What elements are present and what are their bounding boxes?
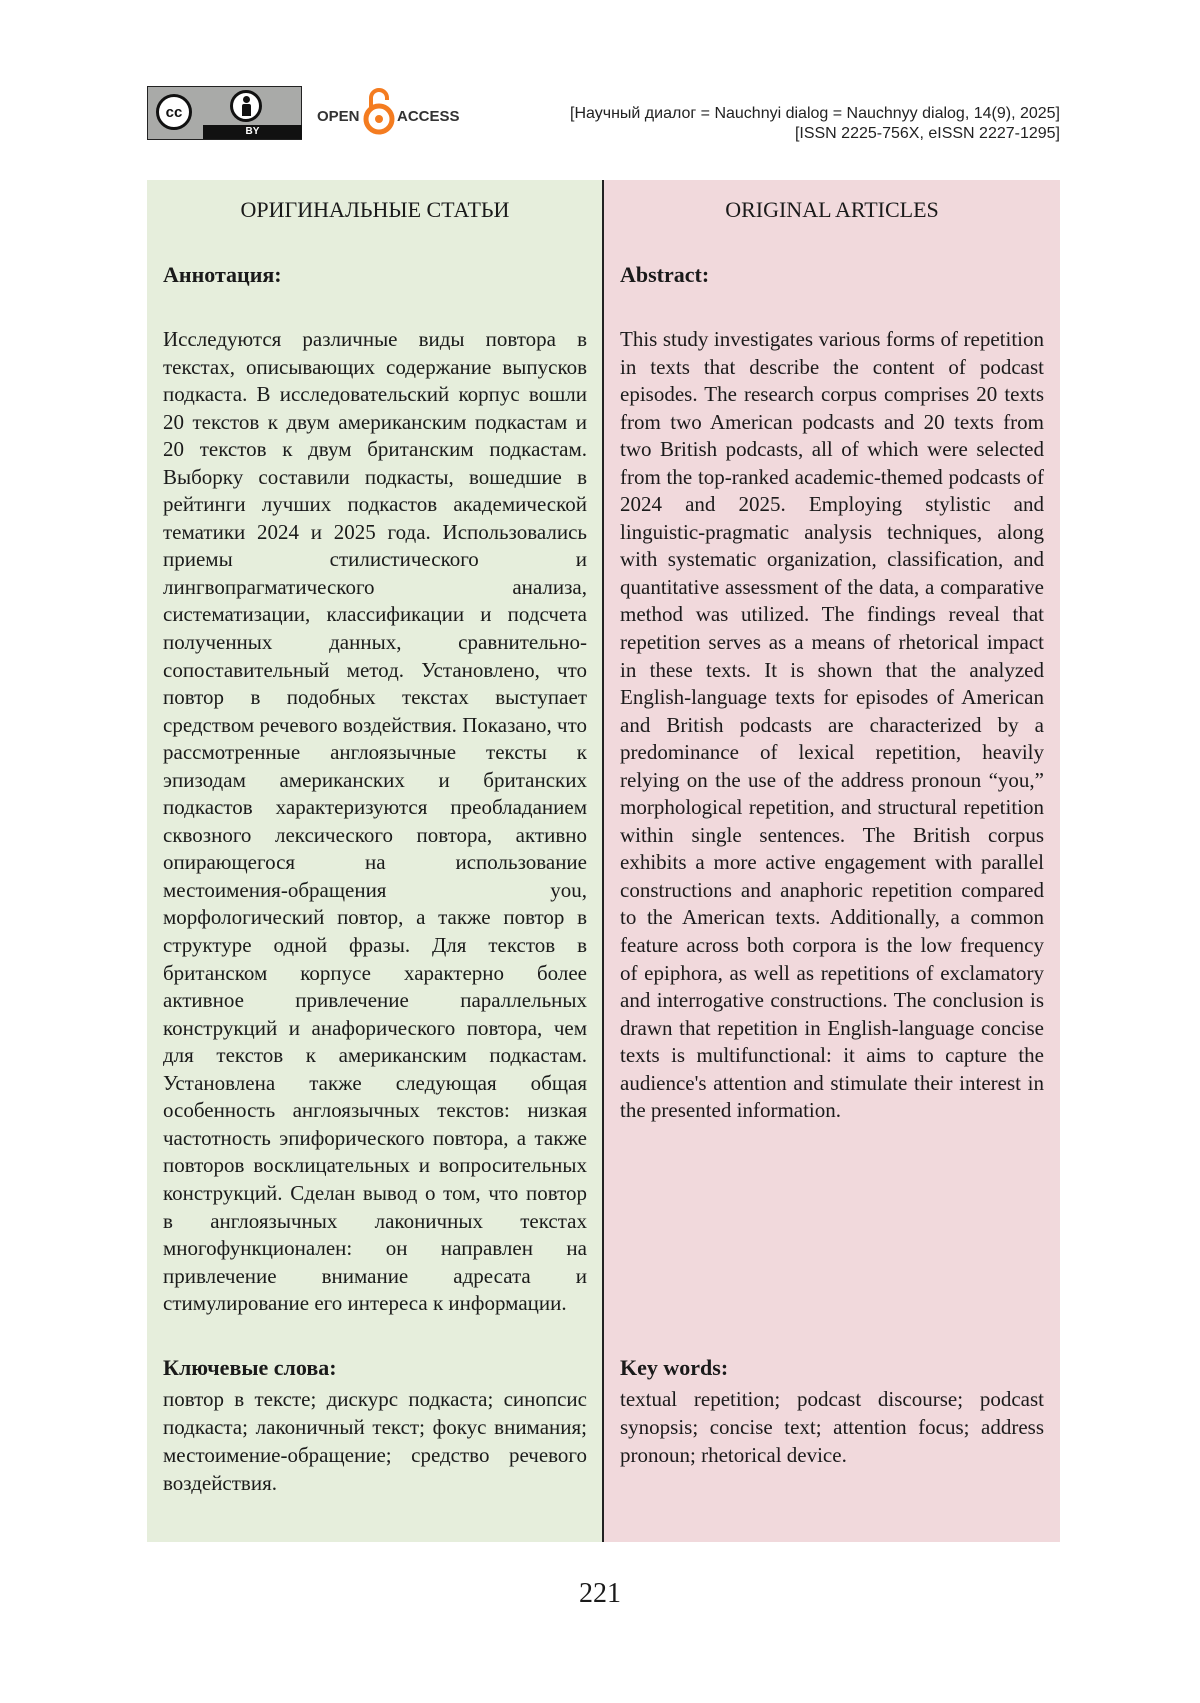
open-access-open-text: OPEN [317,108,360,125]
page-header [147,86,1060,146]
english-column [604,180,1060,1542]
english-keywords-text: textual repetition; podcast discourse; podcast synopsis; concise text; attention focus; address pronoun; rhetorical device. [620,1387,1044,1467]
english-abstract-text: This study investigates various forms of repetition in texts that describe the content of podcast episodes. The research corpus comprises 20 texts from two American podcasts and 20 texts from two British podcasts, all of which were selected from the top-ranked academic-themed podcasts of 2024 and 2025. Employing stylistic and linguistic-pragmatic analysis techniques, along with systematic organization, classification, and quantitative assessment of the data, a comparative method was utilized. The findings reveal that repetition serves as a means of rhetorical impact in these texts. It is shown that the analyzed English-language texts for episodes of American and British podcasts are characterized by a predominance of lexical repetition, heavily relying on the use of the address pronoun “you,” morphological repetition, and structural repetition within single sentences. The British corpus exhibits a more active engagement with parallel constructions and anaphoric repetition compared to the American texts. Additionally, a common feature across both corpora is the low frequency of epiphora, as well as repetitions of exclamatory and interrogative constructions. The conclusion is drawn that repetition in English-language concise texts is multifunctional: it aims to capture the audience's attention and stimulate their interest in the presented information. [620,327,1044,1123]
citation-line-2: [ISSN 2225-756X, eISSN 2227-1295] [794,125,1060,142]
russian-section-title: ОРИГИНАЛЬНЫЕ СТАТЬИ [240,197,510,222]
russian-column [147,180,603,1542]
open-access-access-text: ACCESS [397,108,460,125]
russian-keywords-label: Ключевые слова: [163,1355,337,1380]
cc-by-license-badge[interactable] [147,86,302,140]
cc-icon [156,94,192,130]
bilingual-abstract-columns [147,180,1060,1542]
by-label: BY [203,125,302,139]
english-keywords-label: Key words: [620,1355,729,1380]
open-access-logo[interactable] [317,86,467,140]
english-abstract-label: Abstract: [620,262,710,287]
attribution-person-icon [230,90,262,122]
russian-keywords-text: повтор в тексте; дискурс подкаста; синопсис подкаста; лаконичный текст; фокус внимания; местоимение-обращение; средство речевого воздействия. [163,1387,587,1495]
journal-citation [570,104,1060,144]
english-section-title: ORIGINAL ARTICLES [725,197,939,222]
cc-icon-text: cc [165,103,183,121]
page-number: 221 [579,1578,621,1609]
open-lock-icon [363,86,395,136]
citation-line-1: [Научный диалог = Nauchnyi dialog = Nauchnyy dialog, 14(9), 2025] [570,105,1060,122]
russian-abstract-label: Аннотация: [163,262,282,287]
russian-abstract-text: Исследуются различные виды повтора в текстах, описывающих содержание выпусков подкаста. В исследовательский корпус вошли 20 текстов к двум американским подкастам и 20 текстов к двум британским подкастам. Выборку составили подкасты, вошедшие в рейтинги лучших подкастов академической тематики 2024 и 2025 года. Использовались приемы стилистического и лингвопрагматического анализа, систематизации, классификации и подсчета полученных данных, сравнительно-сопоставительный метод. Установлено, что повтор в подобных текстах выступает средством речевого воздействия. Показано, что рассмотренные англоязычные тексты к эпизодам американских и британских подкастов характеризуются преобладанием сквозного лексического повтора, активно опирающегося на использование местоимения-обращения you, морфологический повтор, а также повтор в структуре одной фразы. Для текстов в британском корпусе характерно более активное привлечение параллельных конструкций и анафорического повтора, чем для текстов к американским подкастам. Установлена также следующая общая особенность англоязычных текстов: низкая частотность эпифорического повтора, а также повторов восклицательных и вопросительных конструкций. Сделан вывод о том, что повтор в англоязычных лаконичных текстах многофункционален: он направлен на привлечение внимание адресата и стимулирование его интереса к информации. [163,327,587,1316]
